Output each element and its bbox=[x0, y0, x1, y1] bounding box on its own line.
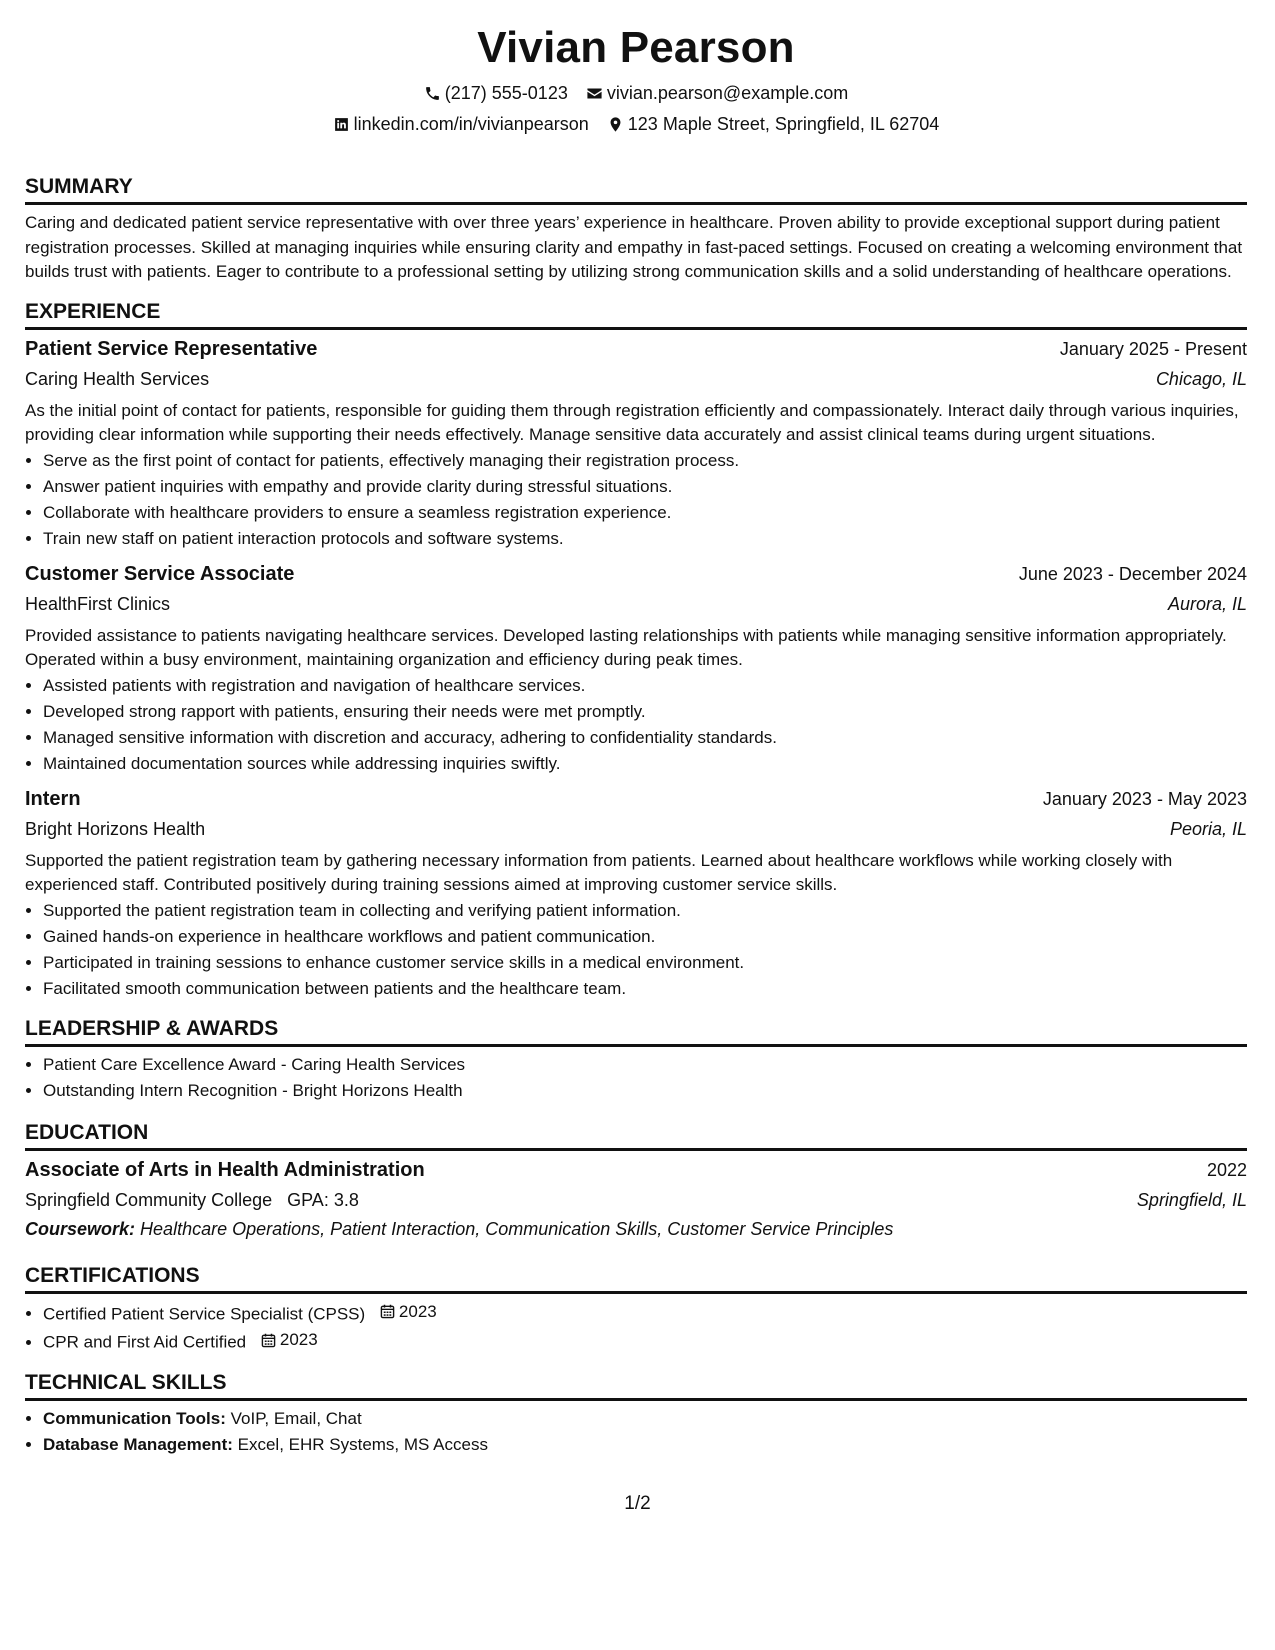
skills-list bbox=[25, 1406, 1247, 1458]
certification-date bbox=[261, 1327, 318, 1353]
certification-year: 2023 bbox=[398, 1301, 437, 1321]
map-pin-icon bbox=[607, 116, 624, 133]
experience-heading: EXPERIENCE bbox=[25, 299, 1247, 330]
list-item bbox=[43, 1432, 1247, 1458]
list-item: • Gained hands-on experience in healthcare workflows and patient communication. bbox=[43, 924, 1247, 950]
email-address: vivian.pearson@example.com bbox=[606, 83, 849, 103]
job-description: Supported the patient registration team by gathering necessary information from patients. Learned about healthcare workflows while working closely with experienced staff. Contributed positively during training sessions aimed at improving customer service skills. bbox=[25, 850, 1173, 894]
certification-year: 2023 bbox=[279, 1330, 318, 1349]
address-contact bbox=[607, 113, 940, 135]
phone-icon bbox=[424, 85, 441, 102]
certification-name: CPR and First Aid Certified bbox=[43, 1332, 247, 1352]
job-title: Patient Service Representative bbox=[25, 337, 318, 360]
resume-header bbox=[25, 0, 1247, 135]
coursework bbox=[25, 1215, 1247, 1243]
candidate-name: Vivian Pearson bbox=[477, 23, 795, 72]
awards-list bbox=[25, 1052, 1247, 1104]
job-description: Provided assistance to patients navigating healthcare services. Developed lasting relationships with patients while managing sensitive information appropriately. Operated within a busy environment, maintaining organization and efficiency during peak times. bbox=[25, 625, 1227, 669]
street-address: 123 Maple Street, Springfield, IL 62704 bbox=[627, 114, 940, 134]
job-company: Bright Horizons Health bbox=[25, 818, 206, 839]
gpa: GPA: 3.8 bbox=[287, 1189, 359, 1210]
resume-page bbox=[25, 0, 1247, 1458]
job-entry bbox=[25, 785, 1247, 1002]
school-location: Springfield, IL bbox=[1136, 1189, 1247, 1210]
certifications-list bbox=[25, 1299, 1247, 1356]
email-contact[interactable] bbox=[586, 82, 848, 104]
skill-label: Communication Tools: bbox=[43, 1408, 226, 1428]
summary-section bbox=[25, 174, 1247, 285]
job-location: Aurora, IL bbox=[1167, 593, 1247, 614]
phone-number: (217) 555-0123 bbox=[444, 83, 568, 103]
list-item: • Managed sensitive information with discretion and accuracy, adhering to confidentiality standards. bbox=[43, 725, 1247, 751]
awards-section bbox=[25, 1016, 1247, 1104]
contact-line-2 bbox=[25, 113, 1247, 135]
list-item: • Participated in training sessions to enhance customer service skills in a medical environment. bbox=[43, 950, 1247, 976]
certification-name: Certified Patient Service Specialist (CPSS) bbox=[43, 1304, 366, 1323]
certification-date bbox=[380, 1299, 437, 1325]
job-location: Peoria, IL bbox=[1169, 818, 1247, 839]
skills-section bbox=[25, 1370, 1247, 1458]
summary-heading: SUMMARY bbox=[25, 174, 1247, 205]
list-item bbox=[43, 1299, 1247, 1328]
job-dates: January 2025 - Present bbox=[1059, 338, 1247, 359]
list-item: • Supported the patient registration team in collecting and verifying patient information. bbox=[43, 898, 1247, 924]
list-item: • Outstanding Intern Recognition - Bright Horizons Health bbox=[43, 1078, 1247, 1104]
list-item: • Developed strong rapport with patients, ensuring their needs were met promptly. bbox=[43, 699, 1247, 725]
job-description: As the initial point of contact for patients, responsible for guiding them through registration efficiently and compassionately. Interact daily through various inquiries, providing clear information while supporting their needs effectively. Manage sensitive data accurately and assist clinical teams during urgent situations. bbox=[25, 400, 1239, 444]
awards-heading: LEADERSHIP & AWARDS bbox=[25, 1016, 1247, 1047]
job-entry bbox=[25, 560, 1247, 777]
list-item: • Facilitated smooth communication between patients and the healthcare team. bbox=[43, 976, 1247, 1002]
linkedin-icon bbox=[333, 116, 350, 133]
job-company: HealthFirst Clinics bbox=[25, 593, 171, 614]
job-dates: January 2023 - May 2023 bbox=[1042, 788, 1247, 809]
school-name: Springfield Community College bbox=[25, 1189, 273, 1210]
summary-text: Caring and dedicated patient service representative with over three years’ experience in healthcare. Proven ability to provide exceptional support during patient registration processes. Skilled at managing inquiries while ensuring clarity and empathy in fast-paced settings. Focused on creating a welcoming environment that builds trust with patients. Eager to contribute to a professional setting by utilizing strong communication skills and a solid understanding of healthcare operations. bbox=[25, 213, 1243, 281]
degree-title: Associate of Arts in Health Administration bbox=[25, 1158, 425, 1181]
job-bullets bbox=[25, 448, 1247, 552]
education-section bbox=[25, 1120, 1247, 1243]
calendar-icon bbox=[261, 1333, 276, 1348]
list-item: • Maintained documentation sources while addressing inquiries swiftly. bbox=[43, 751, 1247, 777]
list-item: • Patient Care Excellence Award - Caring Health Services bbox=[43, 1052, 1247, 1078]
list-item: • Assisted patients with registration and navigation of healthcare services. bbox=[43, 673, 1247, 699]
page-number: 1/2 bbox=[624, 1493, 651, 1514]
skill-value: Excel, EHR Systems, MS Access bbox=[237, 1434, 488, 1454]
list-item: • Train new staff on patient interaction protocols and software systems. bbox=[43, 526, 1247, 552]
job-company: Caring Health Services bbox=[25, 368, 210, 389]
job-bullets bbox=[25, 898, 1247, 1002]
job-title: Intern bbox=[25, 787, 81, 810]
list-item: • Collaborate with healthcare providers to ensure a seamless registration experience. bbox=[43, 500, 1247, 526]
contact-line-1 bbox=[25, 82, 1247, 104]
job-title: Customer Service Associate bbox=[25, 562, 295, 585]
experience-section bbox=[25, 299, 1247, 1002]
school-info bbox=[25, 1186, 359, 1214]
job-location: Chicago, IL bbox=[1155, 368, 1247, 389]
coursework-list: Healthcare Operations, Patient Interaction, Communication Skills, Customer Service Principles bbox=[140, 1218, 894, 1239]
job-bullets bbox=[25, 673, 1247, 777]
graduation-year: 2022 bbox=[1206, 1159, 1247, 1180]
phone-contact[interactable] bbox=[424, 82, 568, 104]
education-heading: EDUCATION bbox=[25, 1120, 1247, 1151]
list-item bbox=[43, 1406, 1247, 1432]
calendar-icon bbox=[380, 1304, 395, 1319]
certifications-heading: CERTIFICATIONS bbox=[25, 1263, 1247, 1294]
skill-value: VoIP, Email, Chat bbox=[230, 1408, 362, 1428]
skills-heading: TECHNICAL SKILLS bbox=[25, 1370, 1247, 1401]
envelope-icon bbox=[586, 85, 603, 102]
skill-label: Database Management: bbox=[43, 1434, 233, 1454]
coursework-label: Coursework: bbox=[25, 1218, 136, 1239]
linkedin-url: linkedin.com/in/vivianpearson bbox=[353, 114, 589, 134]
list-item bbox=[43, 1327, 1247, 1356]
list-item: • Answer patient inquiries with empathy and provide clarity during stressful situations. bbox=[43, 474, 1247, 500]
job-dates: June 2023 - December 2024 bbox=[1018, 563, 1247, 584]
certifications-section bbox=[25, 1263, 1247, 1356]
job-entry bbox=[25, 335, 1247, 552]
linkedin-contact[interactable] bbox=[333, 113, 589, 135]
list-item: • Serve as the first point of contact for patients, effectively managing their registration process. bbox=[43, 448, 1247, 474]
